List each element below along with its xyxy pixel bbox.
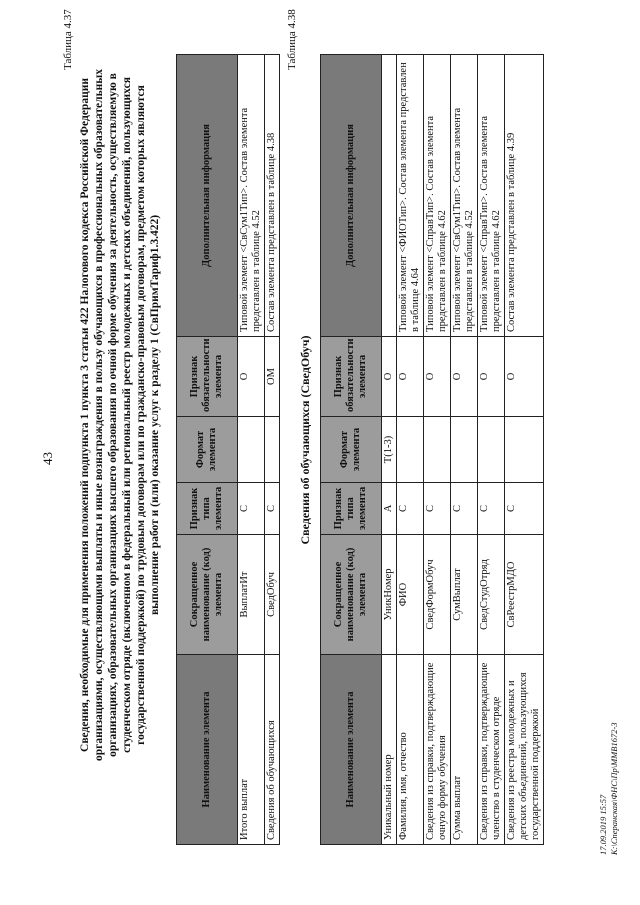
header-cell: Признак обязательности элемента xyxy=(321,337,382,417)
table-4-38 xyxy=(320,54,544,845)
header-cell: Формат элемента xyxy=(177,417,238,483)
element-format xyxy=(397,417,424,483)
element-name: Сведения из справки, подтверждающие членство в студенческом отряде xyxy=(478,655,505,845)
element-format xyxy=(505,417,544,483)
table-4-37 xyxy=(176,54,280,845)
header-cell: Наименование элемента xyxy=(177,655,238,845)
element-name: Итого выплат xyxy=(238,655,265,845)
table-row xyxy=(478,55,505,845)
element-name: Сведения об обучающихся xyxy=(265,655,280,845)
element-info: Типовой элемент <СправТип>. Состав элемента представлен в таблице 4.62 xyxy=(478,55,505,337)
element-type: С xyxy=(265,483,280,535)
element-required: О xyxy=(397,337,424,417)
header-cell: Дополнительная информация xyxy=(321,55,382,337)
table-4-38-caption: Сведения об обучающихся (СведОбуч) xyxy=(298,335,312,545)
table-row xyxy=(238,55,265,845)
header-cell: Признак типа элемента xyxy=(321,483,382,535)
element-info: Состав элемента представлен в таблице 4.39 xyxy=(505,55,544,337)
element-type: С xyxy=(238,483,265,535)
element-info xyxy=(382,55,397,337)
element-name: Сумма выплат xyxy=(451,655,478,845)
table-row xyxy=(265,55,280,845)
element-code: СведФормОбуч xyxy=(424,535,451,655)
element-info: Состав элемента представлен в таблице 4.38 xyxy=(265,55,280,337)
header-cell: Дополнительная информация xyxy=(177,55,238,337)
element-type: С xyxy=(505,483,544,535)
element-info: Типовой элемент <СвСум1Тип>. Состав элемента представлен в таблице 4.52 xyxy=(238,55,265,337)
element-name: Фамилия, имя, отчество xyxy=(397,655,424,845)
footer-document-path: К:\Сперанская\ФНС\Пр\ММВ1672-3 xyxy=(609,722,619,855)
element-name: Сведения из реестра молодежных и детских объединений, пользующихся государственной поддержкой xyxy=(505,655,544,845)
element-code: ВыплатИт xyxy=(238,535,265,655)
header-cell: Сокращенное наименование (код) элемента xyxy=(321,535,382,655)
element-required: О xyxy=(505,337,544,417)
element-type: С xyxy=(424,483,451,535)
page-number: 43 xyxy=(40,452,55,465)
element-code: СумВыплат xyxy=(451,535,478,655)
element-format xyxy=(265,417,280,483)
header-cell: Формат элемента xyxy=(321,417,382,483)
element-code: ФИО xyxy=(397,535,424,655)
table-4-37-caption: Сведения, необходимые для применения положений подпункта 1 пункта 3 статьи 422 Налогового кодекса Российской Федерации организациями, осуществляющими выплаты и иные вознаграждения в пользу обучающихся в профессиональных образовательных организациях, образовательных организациях высшего образования по очной форме обучения за деятельность, осуществляемую в студенческом отряде (включенном в федеральный или региональный реестр молодежных и детских объединений, пользующихся государственной поддержкой) по трудовым договорам или по гражданско-правовым договорам, предметом которых являются выполнение работ и (или) оказание услуг к разделу 1 (СвПримТариф1.3.422) xyxy=(79,68,161,762)
header-cell: Признак типа элемента xyxy=(177,483,238,535)
element-type: А xyxy=(382,483,397,535)
element-code: СведСтудОтряд xyxy=(478,535,505,655)
table-row xyxy=(397,55,424,845)
element-required: ОМ xyxy=(265,337,280,417)
element-info: Типовой элемент <СправТип>. Состав элемента представлен в таблице 4.62 xyxy=(424,55,451,337)
element-format xyxy=(451,417,478,483)
element-required: О xyxy=(238,337,265,417)
element-type: С xyxy=(397,483,424,535)
header-cell: Признак обязательности элемента xyxy=(177,337,238,417)
element-code: СведОбуч xyxy=(265,535,280,655)
table-row xyxy=(424,55,451,845)
table-4-38-label: Таблица 4.38 xyxy=(286,9,298,70)
element-required: О xyxy=(451,337,478,417)
table-row xyxy=(505,55,544,845)
element-format xyxy=(238,417,265,483)
element-info: Типовой элемент <ФИОТип>. Состав элемента представлен в таблице 4.64 xyxy=(397,55,424,337)
element-info: Типовой элемент <СвСум1Тип>. Состав элемента представлен в таблице 4.52 xyxy=(451,55,478,337)
element-name: Уникальный номер xyxy=(382,655,397,845)
table-row xyxy=(451,55,478,845)
table-header-row xyxy=(321,55,382,845)
element-required: О xyxy=(382,337,397,417)
table-row xyxy=(382,55,397,845)
element-type: С xyxy=(478,483,505,535)
element-format: T(1-3) xyxy=(382,417,397,483)
table-header-row xyxy=(177,55,238,845)
header-cell: Наименование элемента xyxy=(321,655,382,845)
element-code: УникНомер xyxy=(382,535,397,655)
table-4-37-label: Таблица 4.37 xyxy=(62,9,74,70)
element-code: СвРеестрМДО xyxy=(505,535,544,655)
header-cell: Сокращенное наименование (код) элемента xyxy=(177,535,238,655)
element-format xyxy=(424,417,451,483)
element-format xyxy=(478,417,505,483)
element-required: О xyxy=(478,337,505,417)
footer-timestamp: 17.09.2019 15:57 xyxy=(598,794,608,855)
element-type: С xyxy=(451,483,478,535)
element-name: Сведения из справки, подтверждающие очную форму обучения xyxy=(424,655,451,845)
element-required: О xyxy=(424,337,451,417)
